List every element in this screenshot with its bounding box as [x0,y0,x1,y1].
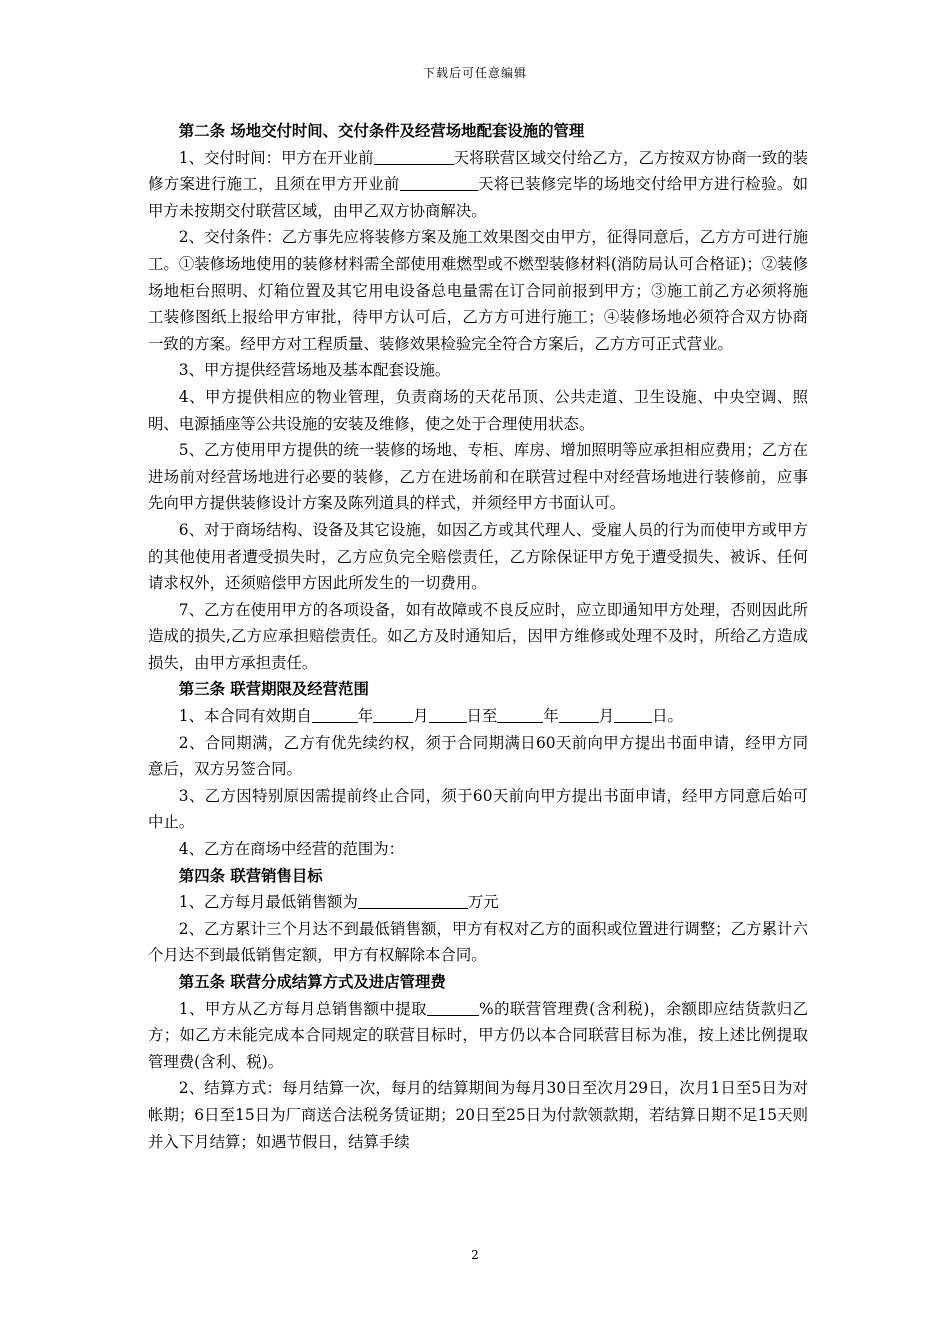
blank-field[interactable] [427,999,479,1016]
document-body [148,118,808,1155]
section-2-clause-7: 7、乙方在使用甲方的各项设备，如有故障或不良反应时，应立即通知甲方处理，否则因此所造成的损失,乙方应承担赔偿责任。如乙方及时通知后，因甲方维修或处理不及时，所给乙方造成损失，由甲方承担责任。 [148,600,808,672]
section-5-heading: 第五条 联营分成结算方式及进店管理费 [178,973,446,991]
section-2-clause-5: 5、乙方使用甲方提供的统一装修的场地、专柜、库房、增加照明等应承担相应费用；乙方在进场前对经营场地进行必要的装修，乙方在进场前和在联营过程中对经营场地进行装修前，应事先向甲方提供装修设计方案及陈列道具的样式，并须经甲方书面认可。 [148,441,808,513]
blank-field[interactable] [400,174,478,191]
blank-field[interactable] [559,706,599,723]
section-2-clause-3: 3、甲方提供经营场地及基本配套设施。 [178,361,451,380]
blank-field[interactable] [373,706,413,723]
section-4-heading: 第四条 联营销售目标 [178,866,323,885]
section-3-clause-2: 2、合同期满，乙方有优先续约权，须于合同期满日60天前向甲方提出书面申请，经甲方同意后，双方另签合同。 [148,733,808,779]
section-3-clause-1: 1、本合同有效期自 年 月 日至 年 月 日。 [178,707,683,726]
blank-field[interactable] [497,706,543,723]
section-4-clause-1: 1、乙方每月最低销售额为 万元 [178,893,499,912]
section-5-clause-1: 1、甲方从乙方每月总销售额中提取 %的联营管理费(含利税)，余额即应结货款归乙方；如乙方未能完成本合同规定的联营目标时，甲方仍以本合同联营目标为准，按上述比例提取管理费(含利、税)。 [148,999,808,1071]
section-3-heading: 第三条 联营期限及经营范围 [178,680,369,699]
section-5-clause-2: 2、结算方式：每月结算一次，每月的结算期间为每月30日至次月29日，次月1日至5日为对帐期；6日至15日为厂商送合法税务赁证期；20日至25日为付款领款期，若结算日期不足15天则并入下月结算；如遇节假日，结算手续 [148,1079,808,1151]
blank-field[interactable] [374,148,454,165]
page-header: 下载后可任意编辑 [422,66,527,80]
section-2-clause-4: 4、甲方提供相应的物业管理，负责商场的天花吊顶、公共走道、卫生设施、中央空调、照明、电源插座等公共设施的安装及维修，使之处于合理使用状态。 [148,387,808,433]
blank-field[interactable] [429,706,467,723]
section-4-clause-2: 2、乙方累计三个月达不到最低销售额，甲方有权对乙方的面积或位置进行调整；乙方累计六个月达不到最低销售定额，甲方有权解除本合同。 [148,919,808,965]
section-2-clause-6: 6、对于商场结构、设备及其它设施，如因乙方或其代理人、受雇人员的行为而使甲方或甲方的其他使用者遭受损失时，乙方应负完全赔偿责任，乙方除保证甲方免于遭受损失、被诉、任何请求权外，还须赔偿甲方因此所发生的一切费用。 [148,520,808,593]
section-2-clause-1: 1、交付时间：甲方在开业前 天将联营区域交付给乙方，乙方按双方协商一致的装修方案进行施工，且须在甲方开业前 天将已装修完毕的场地交付给甲方进行检验。如甲方未按期交付联营区域，由甲乙双方协商解决。 [148,148,808,220]
blank-field[interactable] [614,706,652,723]
section-3-clause-3: 3、乙方因特别原因需提前终止合同，须于60天前向甲方提出书面申请，经甲方同意后始可中止。 [148,786,808,832]
blank-field[interactable] [358,892,468,909]
section-2-clause-2: 2、交付条件：乙方事先应将装修方案及施工效果图交由甲方，征得同意后，乙方方可进行施工。①装修场地使用的装修材料需全部使用难燃型或不燃型装修材料(消防局认可合格证)；②装修场地柜台照明、灯箱位置及其它用电设备总电量需在订合同前报到甲方；③施工前乙方必须将施工装修图纸上报给甲方审批，待甲方认可后，乙方方可进行施工；④装修场地必须符合双方协商一致的方案。经甲方对工程质量、装修效果检验完全符合方案后，乙方方可正式营业。 [148,228,808,353]
blank-field[interactable] [312,706,358,723]
page-number: 2 [471,1248,479,1262]
section-2-heading: 第二条 场地交付时间、交付条件及经营场地配套设施的管理 [178,122,585,140]
section-3-clause-4: 4、乙方在商场中经营的范围为： [178,840,405,859]
